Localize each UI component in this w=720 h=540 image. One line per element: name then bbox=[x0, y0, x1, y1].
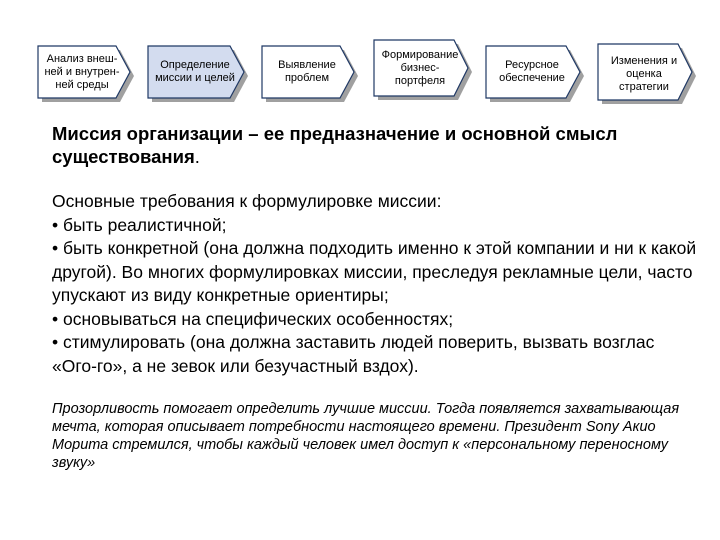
process-step bbox=[598, 44, 702, 106]
requirements-intro: Основные требования к формулировке миссии: bbox=[52, 191, 442, 211]
step-label: Выявление проблем bbox=[278, 59, 336, 84]
step-label: Определение миссии и целей bbox=[155, 59, 235, 84]
mission-definition-period: . bbox=[194, 146, 200, 167]
requirement-item: • основываться на специфических особенностях; bbox=[52, 308, 454, 329]
requirement-item: • быть конкретной (она должна подходить именно к этой компании и ни к какой другой). Во многих формулировках миссии, преследуя рекламные цели, часто упускают из виду конкретные ориентиры; bbox=[52, 238, 697, 305]
requirement-item: • быть реалистичной; bbox=[52, 214, 227, 235]
process-step bbox=[38, 46, 140, 104]
mission-definition-bold: Миссия организации – ее предназначение и основной смысл существования bbox=[52, 123, 618, 167]
process-step bbox=[262, 46, 364, 104]
requirements-block bbox=[52, 190, 702, 378]
step-label: Ресурсное обеспечение bbox=[499, 59, 565, 84]
process-flow bbox=[0, 0, 720, 110]
step-label: Изменения и оценка стратегии bbox=[610, 54, 678, 93]
sony-quote: Прозорливость помогает определить лучшие миссии. Тогда появляется захватывающая мечта, которая описывает потребности настоящего времени. Президент Sony Акио Морита стремился, чтобы каждый человек имел доступ к «персональному переносному звуку» bbox=[52, 401, 680, 471]
step-label: Анализ внеш- ней и внутрен- ней среды bbox=[44, 52, 120, 91]
mission-definition bbox=[52, 122, 702, 168]
step-label: Формирование бизнес- портфеля bbox=[381, 48, 459, 87]
process-step bbox=[374, 40, 478, 102]
process-step-highlighted bbox=[148, 46, 254, 104]
process-step bbox=[486, 46, 590, 104]
requirement-item: • стимулировать (она должна заставить людей поверить, вызвать возглас «Ого-го», а не зевок или безучастный вздох). bbox=[52, 332, 655, 376]
main-content bbox=[52, 122, 702, 472]
